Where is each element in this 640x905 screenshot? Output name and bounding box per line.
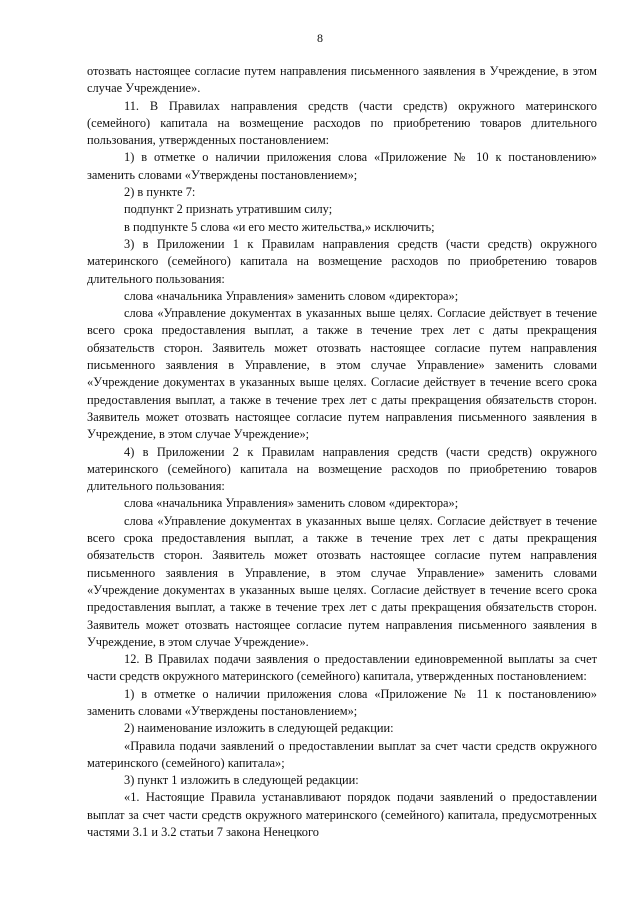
paragraph: подпункт 2 признать утратившим силу; xyxy=(124,202,333,217)
paragraph: 11. В Правилах направления средств (части средств) окружного материнского (семейного) капитала на возмещение расходов по приобретению товаров длительного пользования, утвержденных постановлением: xyxy=(87,98,597,148)
paragraph: 3) пункт 1 изложить в следующей редакции: xyxy=(124,773,359,788)
paragraph: слова «Управление документах в указанных выше целях. Согласие действует в течение всего срока предоставления выплат, а также в течение трех лет с даты прекращения обязательств сторон. Заявитель может отозвать настоящее согласие путем направления письменного заявления в Управление, в этом случае Управление» заменить словами «Учреждение документах в указанных выше целях. Согласие действует в течение всего срока предоставления выплат, а также в течение трех лет с даты прекращения обязательств сторон. Заявитель может отозвать настоящее согласие путем направления письменного заявления в Учреждение, в этом случае Учреждение». xyxy=(87,513,597,649)
page-number: 8 xyxy=(317,31,323,45)
paragraph: слова «начальника Управления» заменить словом «директора»; xyxy=(124,288,459,303)
paragraph: 1) в отметке о наличии приложения слова «Приложение № 11 к постановлению» заменить словами «Утверждены постановлением»; xyxy=(87,686,597,718)
paragraph: 3) в Приложении 1 к Правилам направления средств (части средств) окружного материнского (семейного) капитала на возмещение расходов по приобретению товаров длительного пользования: xyxy=(87,236,597,286)
document-body xyxy=(87,63,597,841)
paragraph: слова «начальника Управления» заменить словом «директора»; xyxy=(124,496,459,511)
paragraph: слова «Управление документах в указанных выше целях. Согласие действует в течение всего срока предоставления выплат, а также в течение трех лет с даты прекращения обязательств сторон. Заявитель может отозвать настоящее согласие путем направления письменного заявления в Управление, в этом случае Управление» заменить словами «Учреждение документах в указанных выше целях. Согласие действует в течение всего срока предоставления выплат, а также в течение трех лет с даты прекращения обязательств сторон. Заявитель может отозвать настоящее согласие путем направления письменного заявления в Учреждение, в этом случае Учреждение»; xyxy=(87,306,597,442)
paragraph: «Правила подачи заявлений о предоставлении выплат за счет части средств окружного материнского (семейного) капитала»; xyxy=(87,738,597,770)
paragraph: отозвать настоящее согласие путем направления письменного заявления в Учреждение, в этом случае Учреждение». xyxy=(87,64,597,96)
paragraph: 4) в Приложении 2 к Правилам направления средств (части средств) окружного материнского (семейного) капитала на возмещение расходов по приобретению товаров длительного пользования: xyxy=(87,444,597,494)
paragraph: в подпункте 5 слова «и его место жительства,» исключить; xyxy=(124,219,435,234)
paragraph: «1. Настоящие Правила устанавливают порядок подачи заявлений о предоставлении выплат за счет части средств окружного материнского (семейного) капитала, предусмотренных частями 3.1 и 3.2 статьи 7 закона Ненецкого xyxy=(87,790,597,840)
paragraph: 12. В Правилах подачи заявления о предоставлении единовременной выплаты за счет части средств окружного материнского (семейного) капитала, утвержденных постановлением: xyxy=(87,652,597,684)
paragraph: 2) в пункте 7: xyxy=(124,185,196,200)
paragraph: 1) в отметке о наличии приложения слова «Приложение № 10 к постановлению» заменить словами «Утверждены постановлением»; xyxy=(87,150,597,182)
paragraph: 2) наименование изложить в следующей редакции: xyxy=(124,721,394,736)
